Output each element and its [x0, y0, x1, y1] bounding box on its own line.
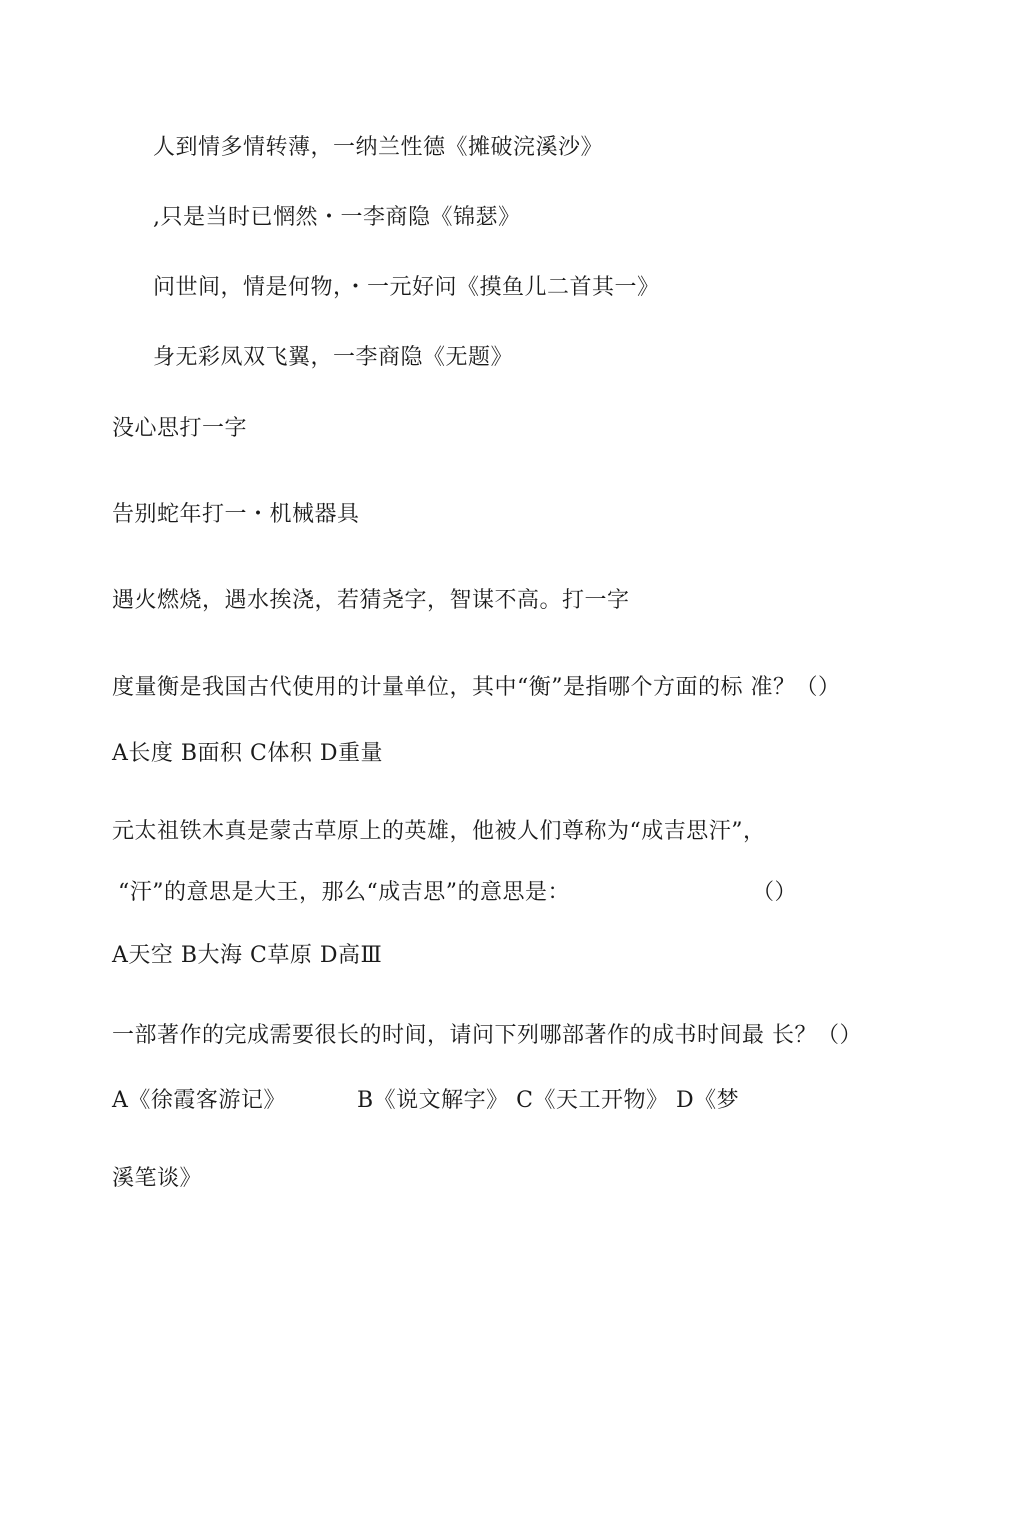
- question-3-options-continued: 溪笔谈》: [112, 1166, 203, 1191]
- question-3-options-rest: B《说文解字》 C《天工开物》 D《梦: [357, 1088, 740, 1113]
- poem-line-2: ,只是当时已惘然・一李商隐《锦瑟》: [153, 205, 521, 230]
- question-2-options: A天空 B大海 C草原 D高Ⅲ: [112, 943, 383, 968]
- poem-line-4: 身无彩凤双飞翼，一李商隐《无题》: [153, 345, 514, 370]
- question-2-answer-paren: （）: [752, 880, 798, 905]
- question-2-text-line-2: “汗”的意思是大王，那么“成吉思”的意思是：: [118, 880, 570, 905]
- riddle-3: 遇火燃烧，遇水挨浇，若猜尧字，智谋不高。打一字: [112, 588, 630, 613]
- riddle-1: 没心思打一字: [112, 416, 248, 441]
- question-1-options: A长度 B面积 C体积 D重量: [112, 741, 384, 766]
- poem-line-1: 人到情多情转薄，一纳兰性德《摊破浣溪沙》: [153, 135, 604, 160]
- question-2-text-line-1: 元太祖铁木真是蒙古草原上的英雄，他被人们尊称为“成吉思汗”，: [112, 819, 766, 844]
- poem-line-3: 问世间，情是何物，・一元好问《摸鱼儿二首其一》: [153, 275, 660, 300]
- question-3-option-a: A《徐霞客游记》: [112, 1088, 286, 1113]
- question-3-text: 一部著作的完成需要很长的时间，请问下列哪部著作的成书时间最 长？（）: [112, 1023, 862, 1048]
- riddle-2: 告别蛇年打一・机械器具: [112, 502, 360, 527]
- question-1-text: 度量衡是我国古代使用的计量单位，其中“衡”是指哪个方面的标 准？（）: [112, 675, 841, 700]
